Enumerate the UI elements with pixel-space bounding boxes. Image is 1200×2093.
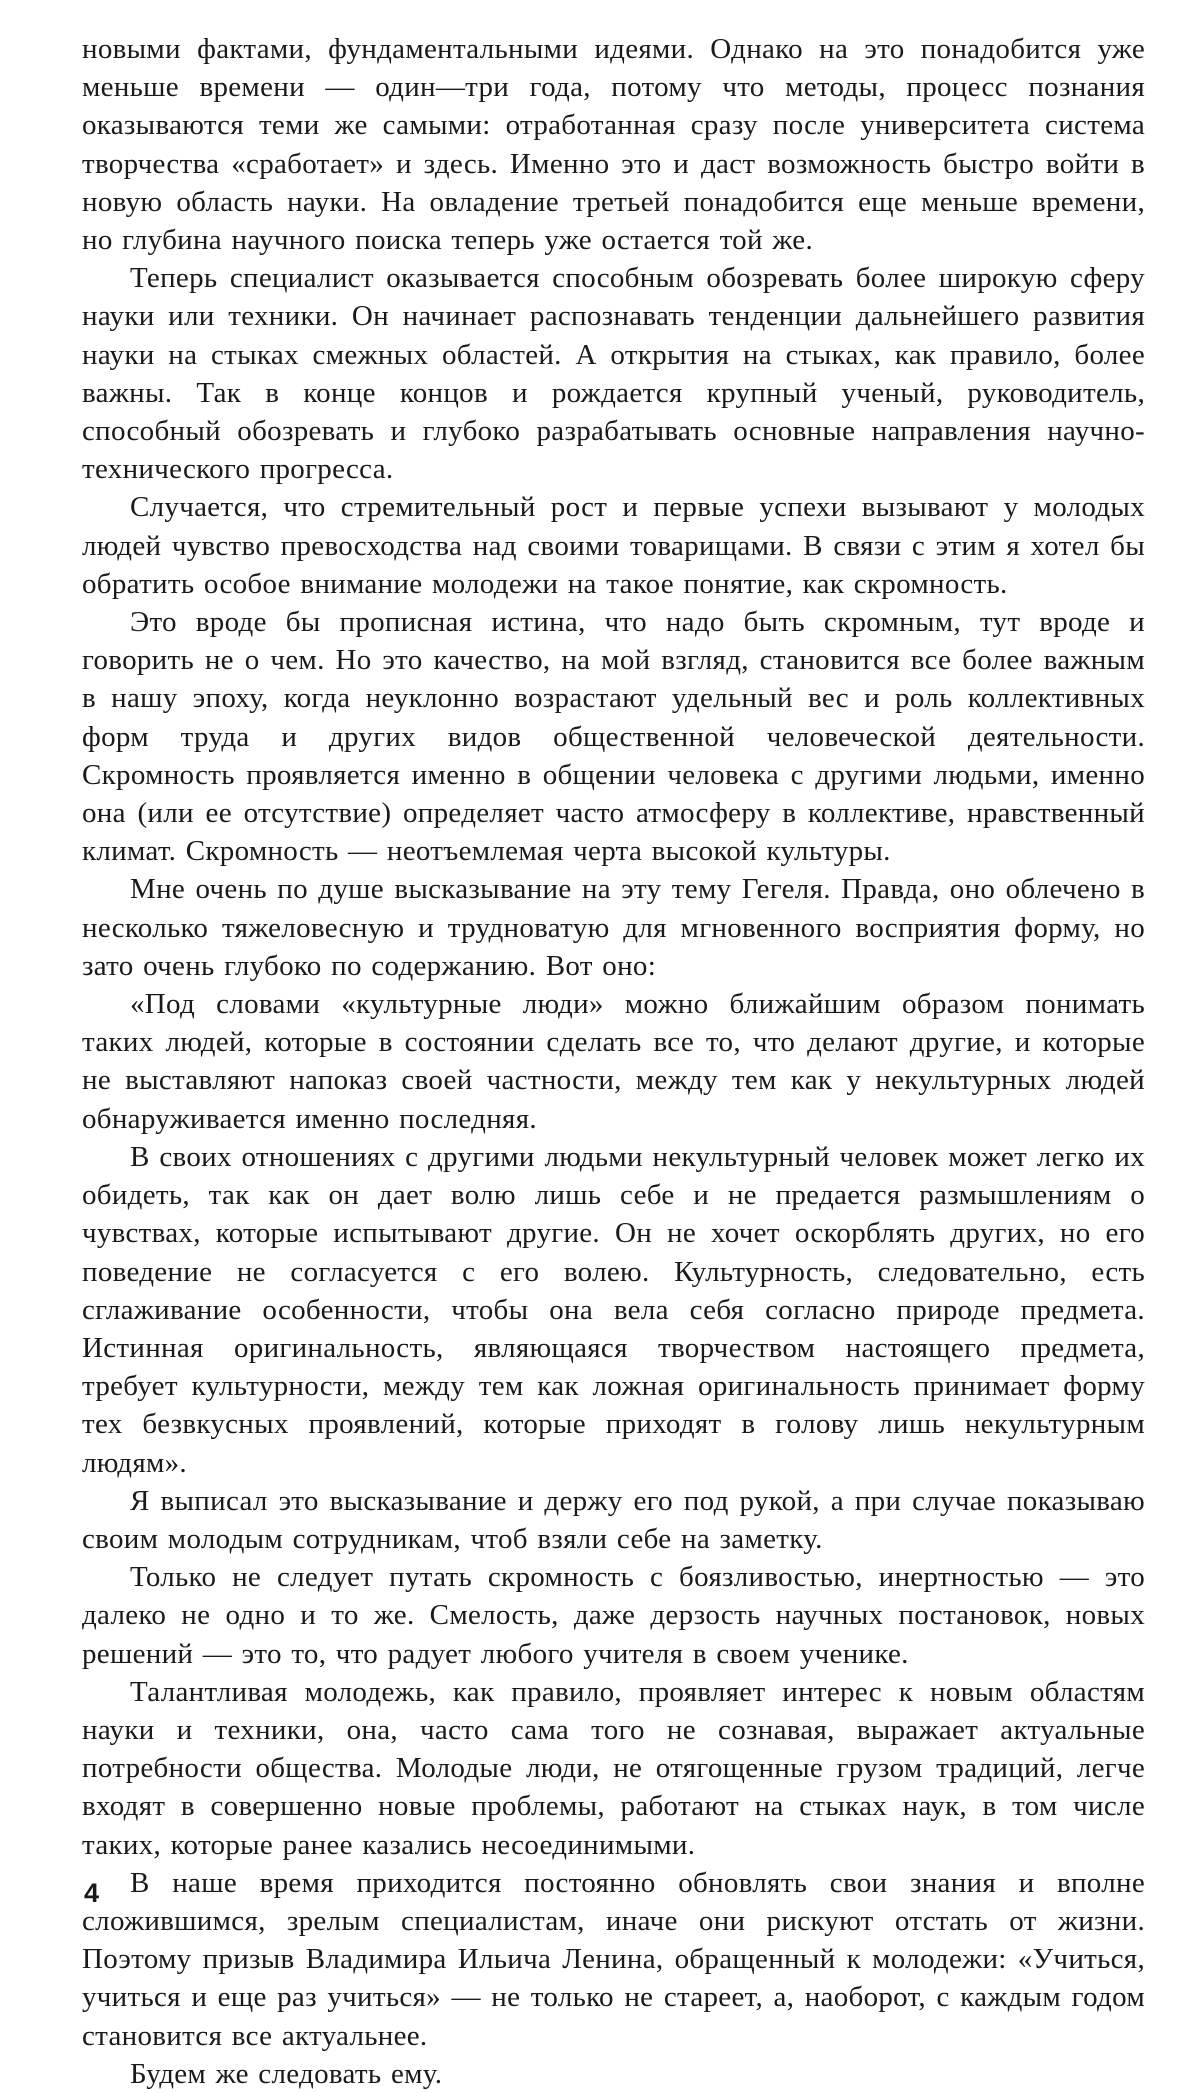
quote-paragraph: В своих отношениях с другими людьми некультурный человек может легко их обидеть, так как он дает волю лишь себе и не предается размышлениям о чувствах, которые испытывают другие. Он не хочет оскорблять других, но его поведение не согласуется с его волею. Культурность, следовательно, есть сглаживание особенности, чтобы она вела себя согласно природе предмета. Истинная оригинальность, являющаяся творчеством настоящего предмета, требует культурности, между тем как ложная оригинальность принимает форму тех безвкусных проявлений, которые приходят в голову лишь некультурным людям». [82,1140,1145,1479]
paragraph: Мне очень по душе высказывание на эту тему Гегеля. Правда, оно облечено в несколько тяжеловесную и трудноватую для мгновенного восприятия форму, но зато очень глубоко по содержанию. Вот оно: [82,873,1145,982]
paragraph-continuation: новыми фактами, фундаментальными идеями. Однако на это понадобится уже меньше времени — один—три года, потому что методы, процесс познания оказываются теми же самыми: отработанная сразу после университета система творчества «сработает» и здесь. Именно это и даст возможность быстро войти в новую область науки. На овладение третьей понадобится еще меньше времени, но глубина научного поиска теперь уже остается той же. [82,33,1145,257]
paragraph: Теперь специалист оказывается способным обозревать более широкую сферу науки или техники. Он начинает распознавать тенденции дальнейшего развития науки на стыках смежных областей. А открытия на стыках, как правило, более важны. Так в конце концов и рождается крупный ученый, руководитель, способный обозревать и глубоко разрабатывать основные направления научно-технического прогресса. [82,262,1145,486]
paragraph: В наше время приходится постоянно обновлять свои знания и вполне сложившимся, зрелым специалистам, иначе они рискуют отстать от жизни. Поэтому призыв Владимира Ильича Ленина, обращенный к молодежи: «Учиться, учиться и еще раз учиться» — не только не стареет, а, наоборот, с каждым годом становится все актуальнее. [82,1866,1145,2052]
article-body [82,30,1145,2093]
page-number: 4 [84,1878,100,1908]
quote-paragraph: «Под словами «культурные люди» можно ближайшим образом понимать таких людей, которые в состоянии сделать все то, что делают другие, и которые не выставляют напоказ своей частности, между тем как у некультурных людей обнаруживается именно последняя. [82,988,1145,1135]
paragraph: Талантливая молодежь, как правило, проявляет интерес к новым областям науки и техники, она, часто сама того не сознавая, выражает актуальные потребности общества. Молодые люди, не отягощенные грузом традиций, легче входят в совершенно новые проблемы, работают на стыках наук, в том числе таких, которые ранее казались несоединимыми. [82,1675,1145,1861]
paragraph: Я выписал это высказывание и держу его под рукой, а при случае показываю своим молодым сотрудникам, чтоб взяли себе на заметку. [82,1484,1145,1555]
paragraph: Случается, что стремительный рост и первые успехи вызывают у молодых людей чувство превосходства над своими товарищами. В связи с этим я хотел бы обратить особое внимание молодежи на такое понятие, как скромность. [82,491,1145,600]
paragraph: Только не следует путать скромность с боязливостью, инертностью — это далеко не одно и то же. Смелость, даже дерзость научных постановок, новых решений — это то, что радует любого учителя в своем ученике. [82,1561,1145,1670]
paragraph: Это вроде бы прописная истина, что надо быть скромным, тут вроде и говорить не о чем. Но это качество, на мой взгляд, становится все более важным в нашу эпоху, когда неуклонно возрастают удельный вес и роль коллективных форм труда и других видов общественной человеческой деятельности. Скромность проявляется именно в общении человека с другими людьми, именно она (или ее отсутствие) определяет часто атмосферу в коллективе, нравственный климат. Скромность — неотъемлемая черта высокой культуры. [82,606,1145,868]
closing-line: Будем же следовать ему. [130,2057,443,2090]
